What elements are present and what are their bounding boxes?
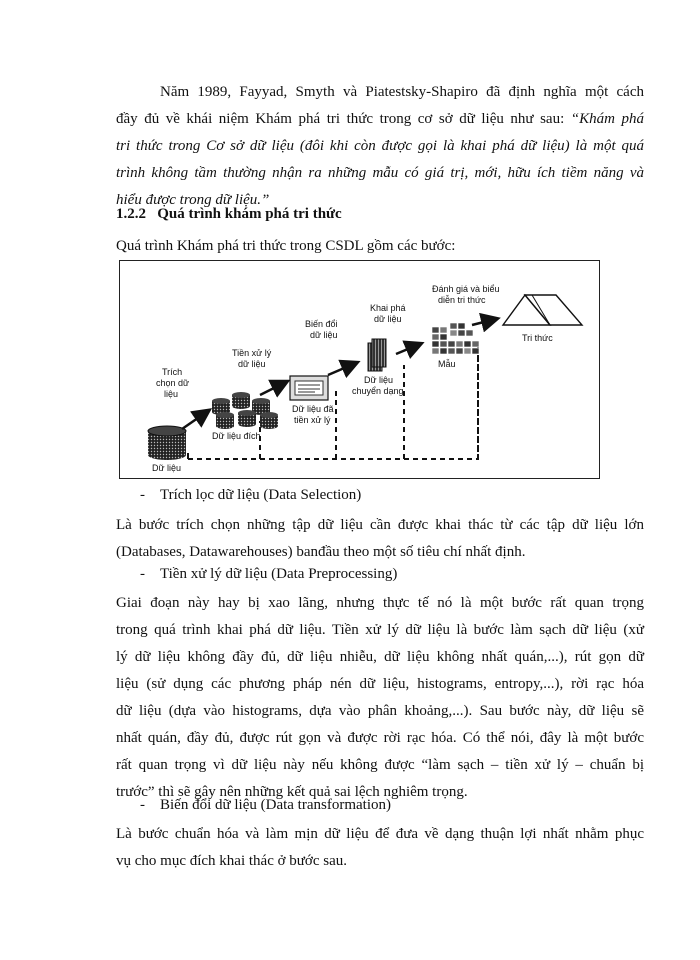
database-icon [148,426,186,460]
arrow-preprocessing [260,382,286,395]
section-number: 1.2.2 [116,206,146,222]
intro-line-2: đầy đủ về khái niệm Khám phá tri thức trong cơ sở dữ liệu như sau: “Khám phá [116,111,644,127]
intro-line-3: tri thức trong Cơ sở dữ liệu (đôi khi còn được gọi là khai phá dữ liệu) là một quá [116,138,644,154]
label-transformed-1: Dữ liệu [364,375,394,385]
label-target: Dữ liệu đích [212,431,261,441]
arrow-transformation [328,363,356,375]
label-preprocessed-1: Dữ liệu đã [292,404,334,414]
label-trans-2: dữ liệu [310,330,338,340]
feedback-dashed-line [188,343,478,459]
label-knowledge: Tri thức [522,333,553,343]
section-title: Quá trình khám phá tri thức [157,206,342,222]
label-select-2: chọn dữ [156,378,190,388]
arrow-evaluation [472,319,496,325]
section-heading [116,206,342,223]
knowledge-icon [503,295,582,325]
label-data: Dữ liệu [152,463,182,473]
transformed-data-icon [368,339,386,371]
intro-paragraph [116,79,644,214]
bullet-data-transformation: - Biến đổi dữ liệu (Data transformation) [140,797,391,813]
steps-intro: Quá trình Khám phá tri thức trong CSDL gồm các bước: [116,238,456,254]
label-mine-2: dữ liệu [374,314,402,324]
paragraph-data-selection: Là bước trích chọn những tập dữ liệu cần được khai thác từ các tập dữ liệu lớn (Databases, Datawarehouses) banđầu theo một số tiêu chí nhất định. [116,517,644,560]
intro-line-1: Năm 1989, Fayyad, Smyth và Piatestsky-Shapiro đã định nghĩa một cách [160,84,644,100]
label-eval-1: Đánh giá và biểu [432,284,500,294]
bullet-data-selection: - Trích lọc dữ liệu (Data Selection) [140,487,362,503]
label-pre-2: dữ liệu [238,359,266,369]
patterns-icon [432,323,479,354]
kdd-process-diagram [119,260,600,479]
kdd-diagram-svg [120,261,601,480]
target-data-icon [212,392,278,429]
intro-line-4: trình không tầm thường nhận ra những mẫu có giá trị, mới, hữu ích tiềm năng và [116,165,644,181]
label-patterns: Mẫu [438,359,456,369]
arrow-mining [396,344,420,354]
label-preprocessed-2: tiền xử lý [294,415,331,425]
paragraph-data-preprocessing: Giai đoạn này hay bị xao lãng, nhưng thực tế nó là một bước rất quan trọng trong quá trình khai phá dữ liệu. Tiền xử lý dữ liệu là bước làm sạch dữ liệu (xử lý dữ liệu không đầy đủ, dữ liệu nhiễu, dữ liệu không nhất quán,...), rút gọn dữ liệu (sử dụng các phương pháp nén dữ liệu, histograms, entropy,...), rời rạc hóa dữ liệu (dựa vào histograms, dựa vào phân khoảng,...). Sau bước này, dữ liệu sẽ nhất quán, đầy đủ, được rút gọn và được rời rạc hóa. Có thể nói, đây là một bước rất quan trọng vì dữ liệu này nếu không được “làm sạch – tiền xử lý – chuẩn bị trước” thì sẽ gây nên những kết quả sai lệch nghiêm trọng. [116,595,644,800]
label-trans-1: Biến đổi [305,319,338,329]
label-select-3: liệu [164,389,179,399]
paragraph-data-transformation: Là bước chuẩn hóa và làm mịn dữ liệu để đưa về dạng thuận lợi nhất nhằm phục vụ cho mục đích khai thác ở bước sau. [116,826,644,869]
label-select-1: Trích [162,367,183,377]
intro-line-5: hiểu được trong dữ liệu.” [116,192,270,208]
label-mine-1: Khai phá [370,303,406,313]
label-pre-1: Tiền xử lý [232,348,272,358]
label-eval-2: diễn tri thức [438,295,486,305]
arrow-selection [182,411,208,429]
label-transformed-2: chuyển dạng [352,386,404,396]
preprocessed-data-icon [290,376,328,400]
bullet-data-preprocessing: - Tiền xử lý dữ liệu (Data Preprocessing) [140,566,398,582]
